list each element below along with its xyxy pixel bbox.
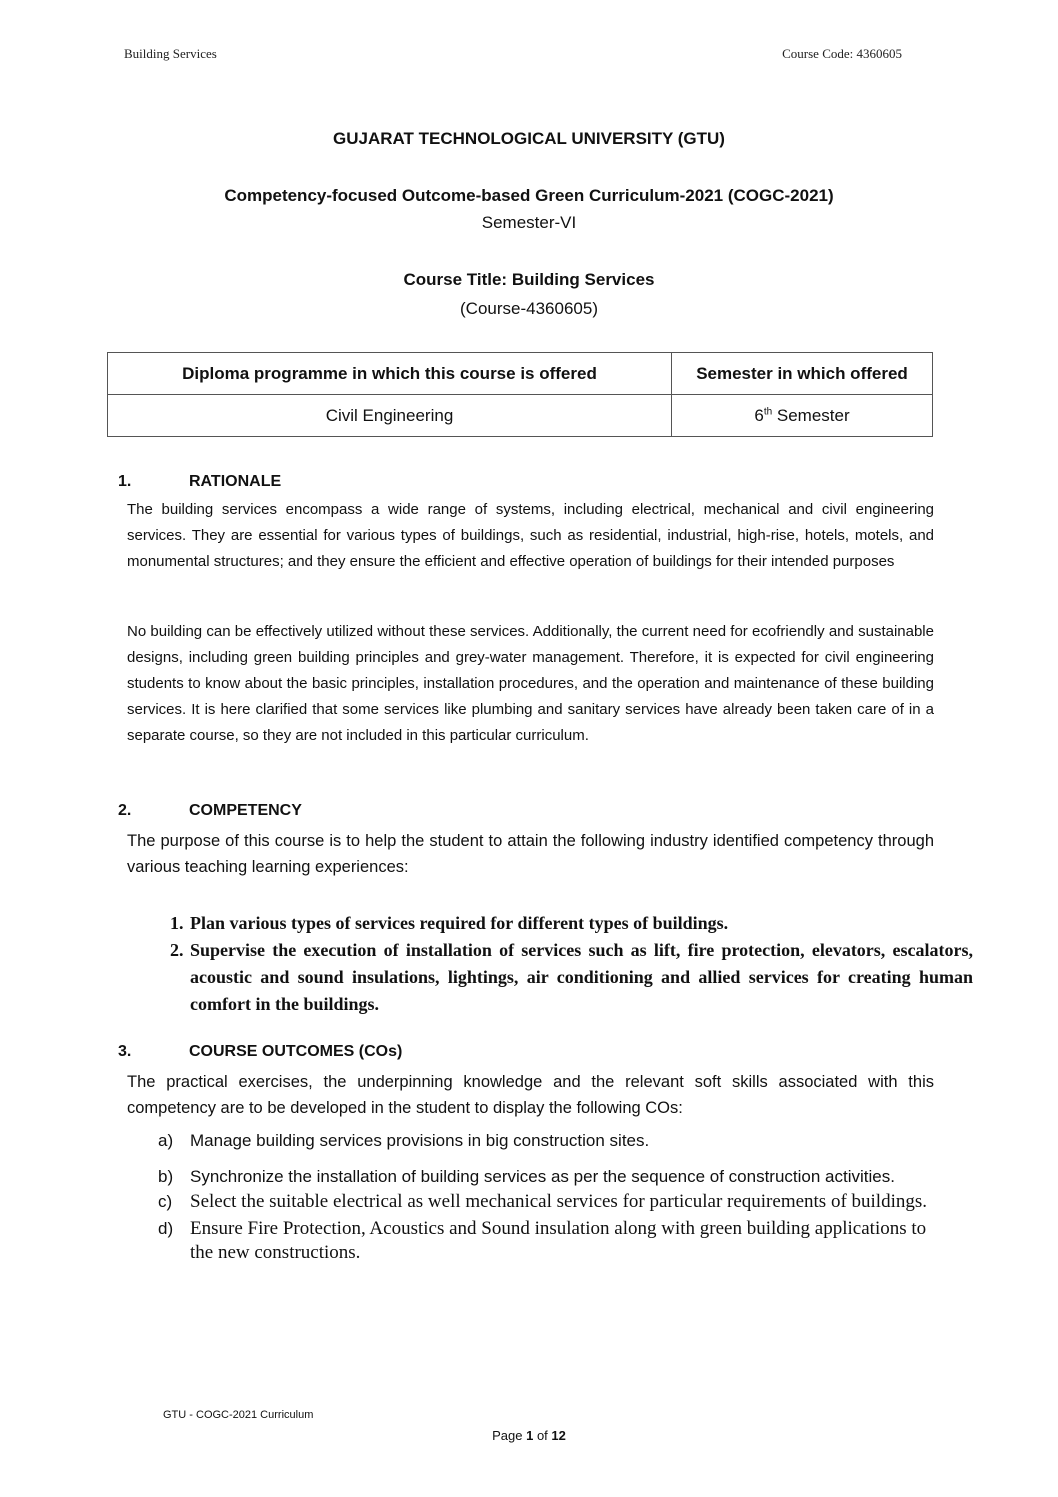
- item-text: Ensure Fire Protection, Acoustics and Sound insulation along with green building applications to the new constructions.: [190, 1218, 927, 1263]
- course-outcomes-list: [158, 1128, 938, 1265]
- section-number: 2.: [118, 802, 132, 819]
- footer-curriculum-label: GTU - COGC-2021 Curriculum: [163, 1409, 314, 1421]
- page-prefix: Page: [492, 1428, 527, 1443]
- table-header-row: [108, 353, 933, 395]
- programme-offer-table: [107, 352, 933, 437]
- university-title: GUJARAT TECHNOLOGICAL UNIVERSITY (GTU): [333, 129, 725, 148]
- page-current: 1: [526, 1428, 534, 1443]
- competency-item: 2. Supervise the execution of installation of services such as lift, fire protection, elevators, escalators, acoustic and sound insulations, lightings, air conditioning and allied services for creating human comfort in the buildings.: [188, 937, 973, 1018]
- running-header-left: Building Services: [124, 46, 217, 61]
- semester-ordinal: th: [763, 405, 773, 417]
- section-title: RATIONALE: [189, 473, 282, 490]
- section-number: 3.: [118, 1043, 132, 1060]
- item-text: Synchronize the installation of building services as per the sequence of construction activities.: [190, 1167, 895, 1186]
- section-title: COMPETENCY: [189, 802, 302, 819]
- semester-label: Semester-VI: [481, 213, 577, 232]
- item-text: Select the suitable electrical as well mechanical services for particular requirements of buildings.: [190, 1191, 928, 1212]
- curriculum-title: Competency-focused Outcome-based Green Curriculum-2021 (COGC-2021): [224, 186, 834, 205]
- semester-number: 6: [754, 405, 764, 425]
- competency-item: 1. Plan various types of services required for different types of buildings.: [188, 910, 973, 937]
- course-outcome-item: [158, 1217, 938, 1265]
- section-number: 1.: [118, 473, 132, 490]
- item-label: b): [158, 1167, 174, 1186]
- page-of: of: [533, 1428, 552, 1443]
- page-total: 12: [551, 1428, 566, 1443]
- competency-intro: The purpose of this course is to help the student to attain the following industry identified competency through various teaching learning experiences:: [127, 832, 934, 876]
- rationale-paragraph-2: No building can be effectively utilized without these services. Additionally, the current need for ecofriendly and sustainable designs, including green building principles and grey-water management. Therefore, it is expected for civil engineering students to know about the basic principles, installation procedures, and the operation and maintenance of these building services. It is here clarified that some services like plumbing and sanitary services have already been taken care of in a separate course, so they are not included in this particular curriculum.: [127, 623, 934, 744]
- course-outcomes-intro: The practical exercises, the underpinning knowledge and the relevant soft skills associated with this competency are to be developed in the student to display the following COs:: [127, 1073, 934, 1117]
- item-label: a): [158, 1131, 174, 1150]
- table-cell-semester: [672, 395, 933, 437]
- running-header-right: Course Code: 4360605: [782, 46, 902, 61]
- rationale-paragraph-1: The building services encompass a wide range of systems, including electrical, mechanical and civil engineering services. They are essential for various types of buildings, such as residential, industrial, high-rise, hotels, motels, and monumental structures; and they ensure the efficient and effective operation of buildings for their intended purposes: [127, 501, 934, 570]
- table-header-semester: Semester in which offered: [672, 353, 933, 395]
- course-code: (Course-4360605): [460, 299, 598, 318]
- item-label: c): [158, 1192, 173, 1211]
- page-number: [0, 1428, 1058, 1443]
- section-heading-course-outcomes: [118, 1043, 402, 1061]
- table-row: [108, 395, 933, 437]
- section-heading-rationale: [118, 473, 281, 491]
- course-outcome-item: [158, 1128, 938, 1153]
- competency-list: [150, 910, 973, 1018]
- item-text: Manage building services provisions in big construction sites.: [190, 1131, 650, 1150]
- course-title: Course Title: Building Services: [403, 270, 655, 289]
- table-cell-programme: Civil Engineering: [108, 395, 672, 437]
- section-title: COURSE OUTCOMES (COs): [189, 1043, 403, 1060]
- semester-word: Semester: [772, 405, 850, 425]
- item-label: d): [158, 1219, 174, 1238]
- table-header-programme: Diploma programme in which this course is offered: [108, 353, 672, 395]
- course-outcome-item: [158, 1164, 938, 1189]
- section-heading-competency: [118, 802, 302, 820]
- course-outcome-item: [158, 1190, 938, 1214]
